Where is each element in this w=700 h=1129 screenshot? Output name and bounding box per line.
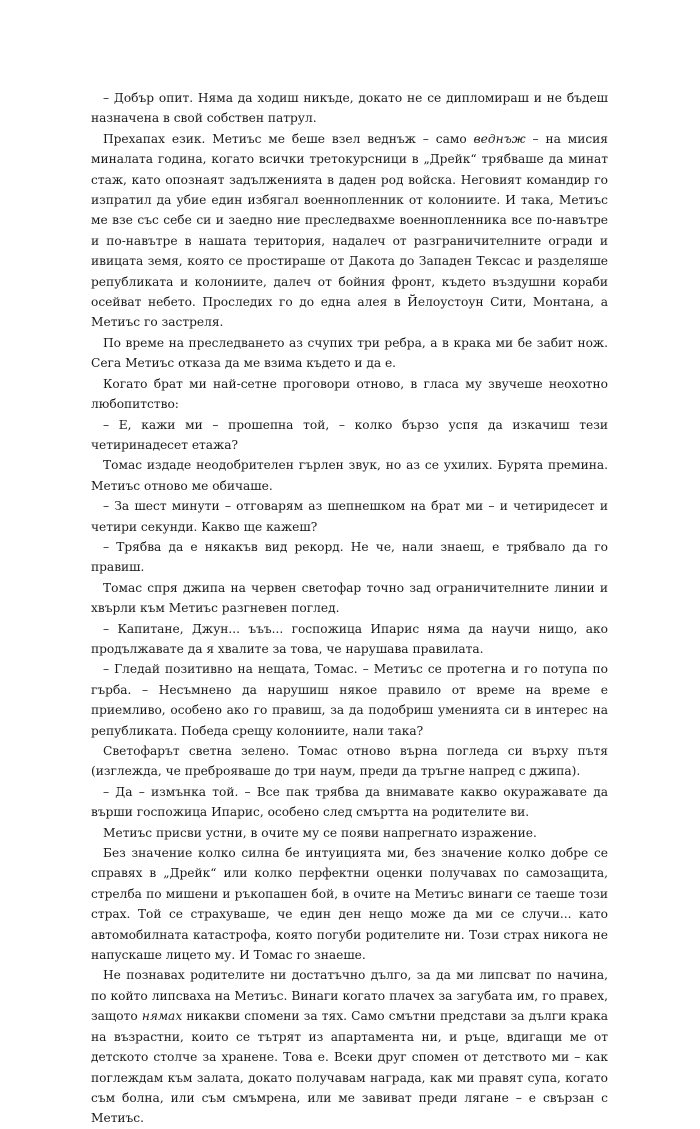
text-run: Без значение колко силна бе интуицията ми, без значение колко добре се справях в „Дрейк“ или колко перфектни оценки получавах по самозащита, стрелба по мишени и ръкопашен бой, в очите на Метиъс винаги се таеше този страх. Той се страхуваше, че един ден нещо може да ми се случи... като автомобилната катастрофа, която погуби родителите ни. Този страх никога не напускаше лицето му. И Томас го знаеше. xyxy=(91,846,608,963)
text-run: – Да – измънка той. – Все пак трябва да внимавате какво окуражавате да върши госпожица Ипарис, особено след смъртта на родителите ви. xyxy=(91,784,608,820)
text-run: – За шест минути – отговарям аз шепнешком на брат ми – и четиридесет и четири секунди. Какво ще кажеш? xyxy=(91,499,608,534)
paragraph xyxy=(91,659,608,741)
text-run: Не познавах родителите ни достатъчно дълго, за да ми липсват по начина, по който липсваха на Метиъс. Винаги когато плачех за загубата им, го правех, защото xyxy=(91,968,608,1024)
paragraph xyxy=(91,537,608,578)
paragraph xyxy=(91,333,608,374)
paragraph xyxy=(91,455,608,496)
paragraph xyxy=(91,415,608,456)
italic-text: нямах xyxy=(141,1009,183,1024)
text-run: никакви спомени за тях. Само смътни представи за дълги крака на възрастни, които се тътрят из апартамента ни, и ръце, вдигащи ме от детското столче за хранене. Това е. Всеки друг спомен от детството ми – как поглеждам към залата, докато получавам награда, как ми правят супа, когато съм болна, или съм смъмрена, или ме завиват преди лягане – е свързан с Метиъс. xyxy=(91,1009,608,1126)
text-run: По време на преследването аз счупих три ребра, а в крака ми бе забит нож. Сега Метиъс отказа да ме взима където и да е. xyxy=(91,335,608,371)
paragraph xyxy=(91,741,608,782)
paragraph xyxy=(91,619,608,660)
paragraph xyxy=(91,782,608,823)
text-run: Светофарът светна зелено. Томас отново върна погледа си върху пътя (изглежда, че преброяваше до три наум, преди да тръгне напред с джипа). xyxy=(91,744,608,779)
body-text xyxy=(91,88,608,1129)
paragraph xyxy=(91,578,608,619)
paragraph xyxy=(91,823,608,843)
paragraph xyxy=(91,496,608,537)
italic-text: веднъж xyxy=(473,131,526,146)
paragraph xyxy=(91,965,608,1128)
text-run: – Капитане, Джун... ъъъ... госпожица Ипарис няма да научи нищо, ако продължавате да я хвалите за това, че нарушава правилата. xyxy=(91,621,608,656)
paragraph xyxy=(91,129,608,333)
text-run: – Гледай позитивно на нещата, Томас. – Метиъс се протегна и го потупа по гърба. – Несъмнено да нарушиш някое правило от време на време е приемливо, особено ако го правиш, за да подобриш уменията си в интерес на републиката. Победа срещу колониите, нали така? xyxy=(91,662,608,738)
text-run: Когато брат ми най-сетне проговори отново, в гласа му звучеше неохотно любопитство: xyxy=(91,376,608,412)
paragraph xyxy=(91,88,608,129)
paragraph xyxy=(91,374,608,415)
text-run: Прехапах език. Метиъс ме беше взел веднъж – само xyxy=(103,131,474,146)
text-run: Томас спря джипа на червен светофар точно зад ограничителните линии и хвърли към Метиъс разгневен поглед. xyxy=(91,580,608,616)
text-run: – Трябва да е някакъв вид рекорд. Не че, нали знаеш, е трябвало да го правиш. xyxy=(91,539,608,575)
text-run: Томас издаде неодобрителен гърлен звук, но аз се ухилих. Бурята премина. Метиъс отново ме обичаше. xyxy=(91,458,608,493)
text-run: – на мисия миналата година, когато всички третокурсници в „Дрейк“ трябваше да минат стаж, като опознаят задълженията в даден род войска. Неговият командир го изпратил да убие един избягал военнопленник от колониите. И така, Метиъс ме взе със себе си и заедно ние преследвахме военнопленника все по-навътре и по-навътре в нашата територия, надалеч от разграничителните огради и ивицата земя, която се простираше от Дакота до Западен Тексас и разделяше републиката и колониите, далеч от бойния фронт, където въздушни кораби осейват небето. Проследих го до една алея в Йелоустоун Сити, Монтана, а Метиъс го застреля. xyxy=(91,131,608,330)
text-run: – Добър опит. Няма да ходиш никъде, докато не се дипломираш и не бъдеш назначена в свой собствен патрул. xyxy=(91,91,608,126)
text-run: – Е, кажи ми – прошепна той, – колко бързо успя да изкачиш тези четиринадесет етажа? xyxy=(91,417,608,452)
text-run: Метиъс присви устни, в очите му се появи напрегнато изражение. xyxy=(103,825,537,840)
paragraph xyxy=(91,843,608,965)
